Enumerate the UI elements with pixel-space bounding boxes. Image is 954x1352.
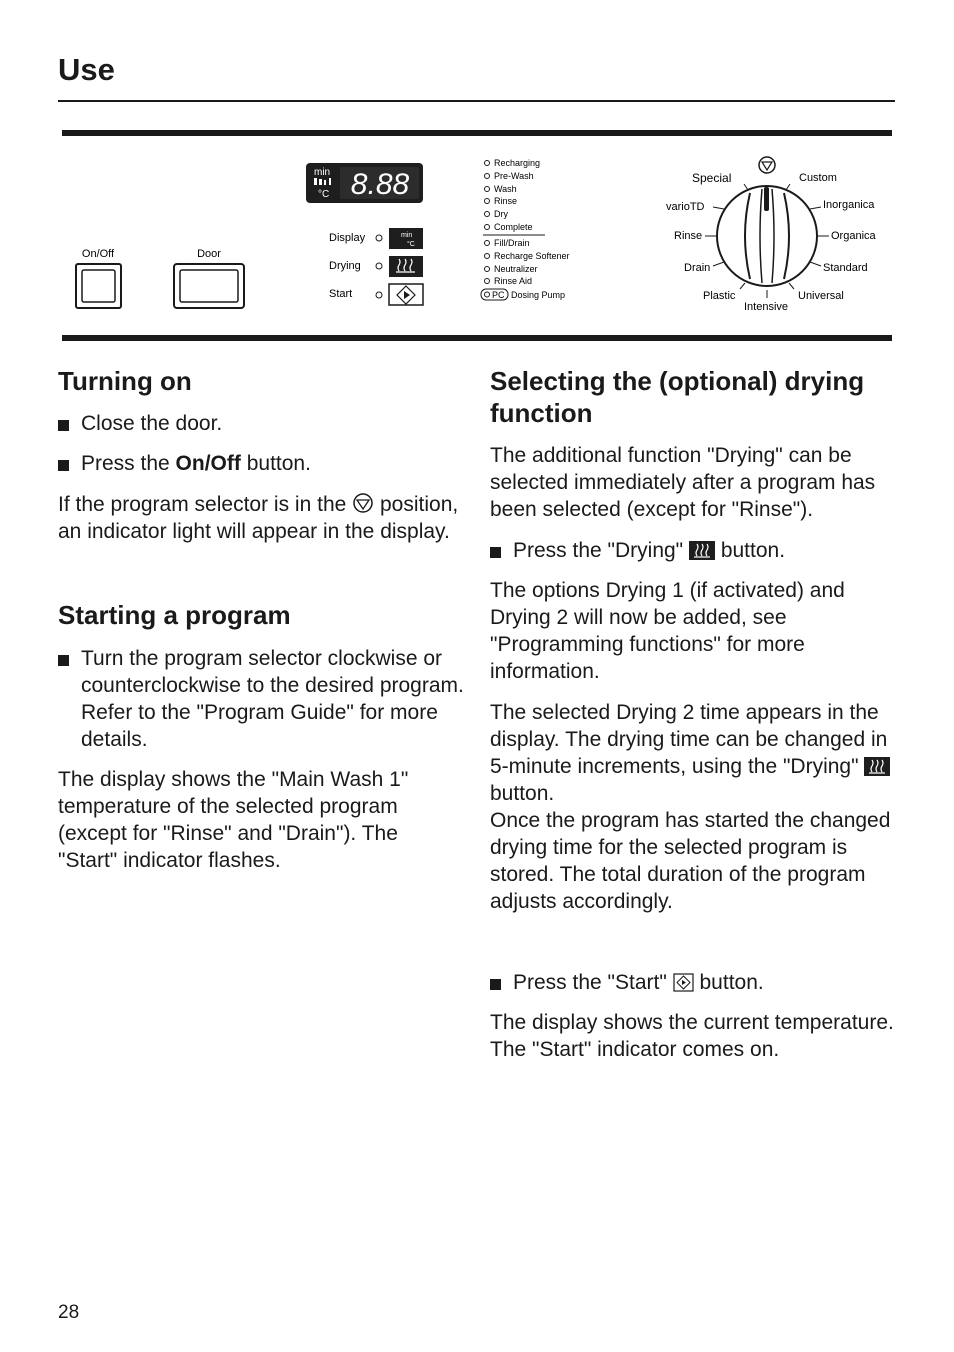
- display-min-text: min: [314, 167, 331, 178]
- start-icon: [673, 973, 694, 992]
- svg-text:°C: °C: [407, 241, 415, 248]
- start-button: [389, 284, 423, 305]
- dial-label-custom: Custom: [799, 172, 837, 184]
- svg-text:Dry: Dry: [494, 209, 508, 219]
- dial-label-special: Special: [692, 171, 732, 185]
- svg-text:Fill/Drain: Fill/Drain: [494, 238, 530, 248]
- title-divider: [58, 100, 895, 102]
- turning-on-heading: Turning on: [58, 366, 192, 396]
- panel-bottom-divider: [62, 335, 892, 341]
- svg-text:Pre-Wash: Pre-Wash: [494, 171, 534, 181]
- drying-paragraph-1: The additional function "Drying" can be selected immediately after a program has been selected (except for "Rinse").: [490, 444, 876, 521]
- svg-text:Dosing Pump: Dosing Pump: [511, 290, 566, 300]
- display-digits: 8.88: [350, 168, 410, 201]
- drying-button: [389, 256, 423, 277]
- dial-label-variotd: varioTD: [666, 201, 705, 213]
- dial-label-rinse: Rinse: [674, 230, 703, 242]
- control-panel-illustration: [0, 140, 954, 335]
- display-celsius-text: °C: [318, 189, 330, 200]
- drying-paragraph-3: The selected Drying 2 time appears in the display. The drying time can be changed in 5-minute increments, using the "Drying" button. Once the program has started the changed drying time for the selected program is stored. The total duration of the program adjusts accordingly.: [490, 701, 891, 913]
- svg-text:min: min: [401, 232, 413, 239]
- panel-top-divider: [62, 130, 892, 136]
- drying-step-2: Press the "Start" button.: [490, 969, 918, 996]
- dial-label-plastic: Plastic: [703, 290, 736, 302]
- svg-text:Neutralizer: Neutralizer: [494, 264, 538, 274]
- turning-on-paragraph: If the program selector is in the position, an indicator light will appear in the display.: [58, 493, 459, 543]
- dial-label-standard: Standard: [823, 262, 868, 274]
- svg-text:Complete: Complete: [494, 222, 533, 232]
- svg-text:PC: PC: [492, 290, 505, 300]
- valve-symbol-icon: [352, 492, 374, 514]
- svg-text:Recharging: Recharging: [494, 158, 541, 168]
- status-indicator-list: [481, 158, 570, 300]
- digital-display: [306, 163, 423, 203]
- drying-paragraph-2: The options Drying 1 (if activated) and Drying 2 will now be added, see "Programming functions" for more information.: [490, 579, 845, 683]
- turning-on-step-1: Close the door.: [58, 410, 481, 437]
- on-off-button: [76, 264, 121, 308]
- dial-label-organica: Organica: [831, 230, 876, 242]
- display-button: [389, 228, 423, 249]
- drying-paragraph-4: The display shows the current temperature. The "Start" indicator comes on.: [490, 1011, 894, 1061]
- page-title: Use: [58, 52, 115, 87]
- on-off-emphasis: On/Off: [175, 452, 241, 475]
- dial-label-intensive: Intensive: [744, 301, 789, 313]
- dial-label-inorganica: Inorganica: [823, 199, 875, 211]
- drying-button-label: Drying: [329, 260, 361, 272]
- door-label: Door: [197, 248, 221, 260]
- start-button-label: Start: [329, 288, 353, 300]
- svg-text:Wash: Wash: [494, 184, 517, 194]
- dial-label-universal: Universal: [798, 290, 844, 302]
- svg-text:Rinse: Rinse: [494, 196, 518, 206]
- svg-text:Rinse Aid: Rinse Aid: [494, 276, 533, 286]
- starting-program-paragraph: The display shows the "Main Wash 1" temperature of the selected program (except for "Rinse" and "Drain"). The "Start" indicator flashes.: [58, 768, 409, 872]
- display-button-label: Display: [329, 232, 366, 244]
- dial-label-drain: Drain: [684, 262, 711, 274]
- drying-heading: Selecting the (optional) drying function: [490, 366, 865, 428]
- drying-icon: [864, 757, 890, 776]
- svg-text:Recharge Softener: Recharge Softener: [494, 251, 570, 261]
- page-number: 28: [58, 1302, 80, 1323]
- door-button: [174, 264, 244, 308]
- turning-on-step-2: Press the On/Off button.: [58, 450, 481, 477]
- starting-program-heading: Starting a program: [58, 600, 291, 630]
- drying-icon: [689, 541, 715, 560]
- starting-program-step: Turn the program selector clockwise or counterclockwise to the desired program. Refer to the "Program Guide" for more details.: [58, 645, 481, 753]
- on-off-label: On/Off: [81, 248, 115, 260]
- drying-step-1: Press the "Drying" button.: [490, 537, 918, 564]
